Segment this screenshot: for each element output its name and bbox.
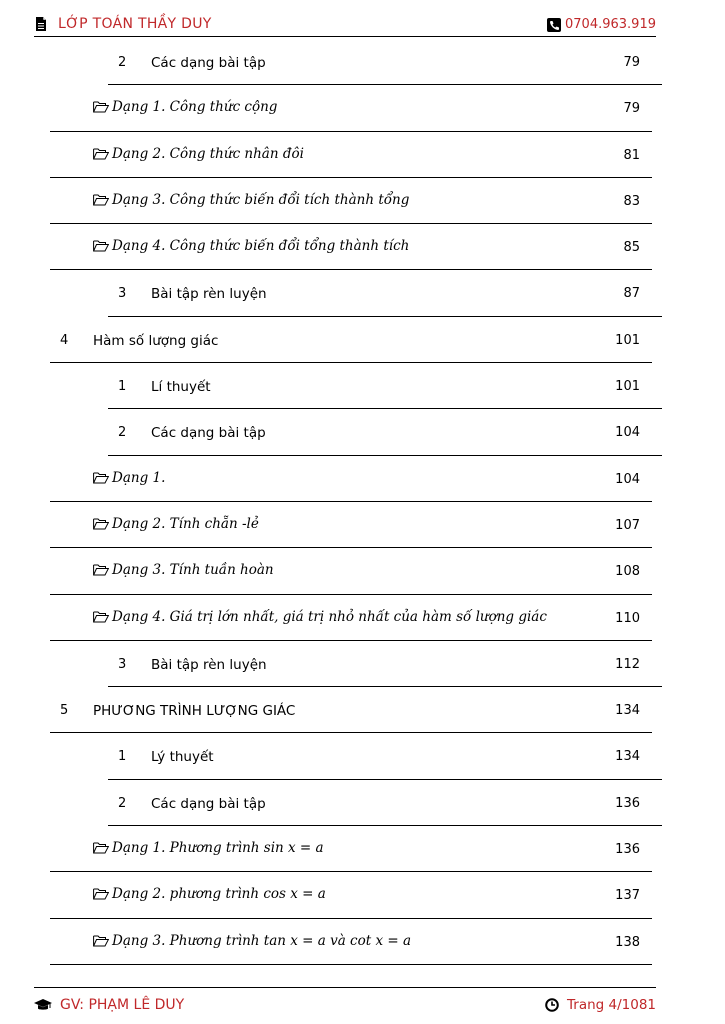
toc-item-title-wrap (151, 657, 267, 673)
toc-chapter-item[interactable] (0, 317, 725, 363)
header-phone: 0704.963.919 (565, 17, 656, 32)
toc-item-title: Các dạng bài tập (151, 425, 266, 442)
toc-subsection-item[interactable] (0, 826, 725, 872)
folder-open-icon (93, 472, 109, 484)
toc-subsection-item[interactable] (0, 872, 725, 918)
toc-item-title-wrap (93, 333, 218, 349)
toc-section-item[interactable] (0, 409, 725, 455)
toc-item-title: Dạng 3. Phương trình tan x = a và cot x = a (112, 932, 412, 949)
toc-item-title-wrap (151, 796, 266, 812)
toc-section-item[interactable] (0, 780, 725, 826)
phone-icon (547, 18, 561, 32)
folder-open-icon (93, 194, 109, 206)
folder-open-icon (93, 888, 109, 900)
toc-item-title-wrap (93, 99, 277, 115)
toc-item-title: Các dạng bài tập (151, 55, 266, 71)
folder-open-icon (93, 842, 109, 854)
toc-item-title: Dạng 4. Công thức biến đổi tổng thành tích (112, 238, 410, 255)
toc-item-number: 2 (118, 55, 127, 70)
toc-item-title: Dạng 2. Công thức nhân đôi (112, 145, 304, 162)
toc-item-title: Lý thuyết (151, 749, 214, 766)
toc-item-title-wrap (151, 749, 214, 765)
toc-item-page: 81 (623, 147, 640, 163)
folder-open-icon (93, 518, 109, 530)
toc-item-number: 3 (118, 656, 127, 672)
toc-section-item[interactable] (0, 641, 725, 687)
toc-item-page: 108 (615, 564, 640, 580)
toc-item-page: 87 (623, 286, 640, 302)
toc-item-page: 137 (615, 888, 640, 904)
page-header (34, 12, 656, 37)
toc-item-title-wrap (93, 562, 274, 578)
toc-item-number: 1 (118, 379, 127, 395)
toc-item-title: Dạng 3. Công thức biến đổi tích thành tổng (112, 191, 410, 208)
folder-open-icon (93, 611, 109, 623)
toc-item-page: 136 (615, 842, 640, 858)
toc-item-page: 110 (615, 610, 640, 626)
toc-item-title-wrap (93, 703, 295, 719)
document-icon (34, 17, 48, 31)
toc-item-page: 134 (615, 703, 640, 719)
toc-item-title-wrap (151, 55, 266, 71)
footer-right (545, 997, 656, 1013)
header-right (547, 17, 656, 32)
toc-item-title: Dạng 1. Công thức cộng (112, 99, 278, 116)
toc-item-page: 107 (615, 517, 640, 533)
folder-open-icon (93, 101, 109, 113)
toc-item-number: 2 (118, 425, 127, 441)
toc-item-page: 79 (623, 55, 640, 70)
toc-item-title: Dạng 2. Tính chẵn -lẻ (112, 515, 259, 532)
toc-item-page: 104 (615, 471, 640, 487)
toc-item-page: 112 (615, 656, 640, 672)
toc-item-page: 101 (615, 379, 640, 395)
toc-item-title: Bài tập rèn luyện (151, 656, 267, 673)
header-left (34, 16, 212, 32)
toc-item-page: 85 (623, 240, 640, 256)
toc-subsection-item[interactable] (0, 919, 725, 965)
toc-item-title-wrap (151, 286, 267, 302)
toc-item-page: 138 (615, 934, 640, 950)
toc-chapter-item[interactable] (0, 687, 725, 733)
footer-teacher: GV: PHẠM LÊ DUY (60, 997, 185, 1013)
toc-item-page: 136 (615, 795, 640, 811)
toc-item-title: Lí thuyết (151, 379, 211, 396)
toc-subsection-item[interactable] (0, 456, 725, 502)
toc-item-number: 2 (118, 795, 127, 811)
toc-item-number: 1 (118, 749, 127, 765)
toc-section-item[interactable] (0, 270, 725, 316)
page-number: Trang 4/1081 (567, 997, 656, 1013)
toc-subsection-item[interactable] (0, 85, 725, 131)
toc-subsection-item[interactable] (0, 224, 725, 270)
toc-item-title: Các dạng bài tập (151, 795, 266, 812)
toc-section-item[interactable] (0, 733, 725, 779)
toc-item-page: 101 (615, 332, 640, 348)
toc-item-title-wrap (151, 379, 211, 395)
toc-item-title-wrap (93, 238, 409, 254)
toc-item-title-wrap (93, 516, 259, 532)
toc-item-title: Dạng 2. phương trình cos x = a (112, 886, 326, 903)
toc-item-title-wrap (93, 933, 411, 949)
divider (50, 964, 652, 965)
toc-item-page: 134 (615, 749, 640, 765)
folder-open-icon (93, 148, 109, 160)
toc-item-title-wrap (93, 609, 547, 625)
toc-item-title-wrap (93, 146, 304, 162)
toc-item-number: 4 (60, 332, 69, 348)
toc-subsection-item[interactable] (0, 178, 725, 224)
toc-item-title: Bài tập rèn luyện (151, 286, 267, 303)
toc-item-page: 83 (623, 193, 640, 209)
toc-item-title: Dạng 3. Tính tuần hoàn (112, 562, 274, 579)
toc-item-title-wrap (93, 840, 324, 856)
clock-icon (545, 998, 559, 1012)
folder-open-icon (93, 935, 109, 947)
folder-open-icon (93, 240, 109, 252)
toc-item-title: PHƯƠNG TRÌNH LƯỢNG GIÁC (93, 703, 296, 720)
toc-item-title: Dạng 1. (112, 469, 166, 486)
toc-item-title-wrap (93, 192, 409, 208)
header-title: LỚP TOÁN THẦY DUY (58, 16, 212, 32)
toc-item-page: 104 (615, 425, 640, 441)
graduation-cap-icon (34, 998, 52, 1012)
toc-subsection-item[interactable] (0, 595, 725, 641)
footer-left (34, 997, 184, 1013)
toc-item-title-wrap (151, 425, 266, 441)
toc-item-title: Dạng 1. Phương trình sin x = a (112, 840, 324, 857)
toc-item-page: 79 (623, 101, 640, 117)
toc-item-title-wrap (93, 470, 165, 486)
toc-section-item[interactable] (0, 39, 725, 85)
toc-item-title: Dạng 4. Giá trị lớn nhất, giá trị nhỏ nhất của hàm số lượng giác (112, 608, 547, 625)
toc-subsection-item[interactable] (0, 548, 725, 594)
page-footer (34, 987, 656, 1018)
folder-open-icon (93, 564, 109, 576)
toc-item-number: 3 (118, 286, 127, 302)
toc-item-title-wrap (93, 886, 326, 902)
table-of-contents (0, 39, 725, 965)
toc-section-item[interactable] (0, 363, 725, 409)
toc-item-title: Hàm số lượng giác (93, 332, 219, 349)
toc-subsection-item[interactable] (0, 132, 725, 178)
toc-item-number: 5 (60, 703, 69, 719)
toc-subsection-item[interactable] (0, 502, 725, 548)
